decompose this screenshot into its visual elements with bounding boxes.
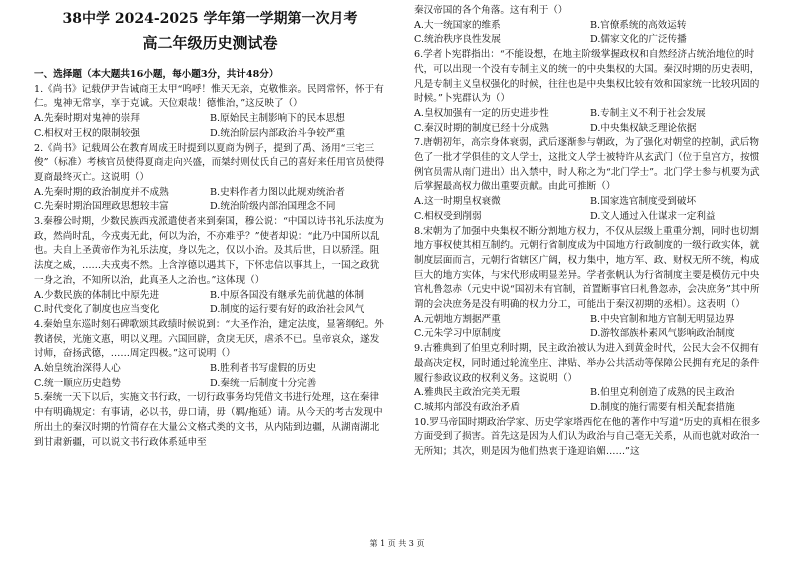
question-8: 8.宋朝为了加强中央集权不断分割地方权力，不仅从层级上重重分割，同时也切割地方事权使其相互制约。元朝行省制度成为中国地方行政制度的一级行政实体，就制度层面而言，元朝行省辖区广阔，权力集中，地方军、政、财权无所不统，构成巨大的地方实体，与宋代形成明显差异。学者张帆认为行省制度主要是模仿元中央官札鲁忽赤（元史中说“国初未有官制，首置断事官曰札鲁忽赤，会决庶务”其中所谓的会决庶务是没有明确的权力分工，可能出于秦汉初期的丞相）。这表明（）	[414, 225, 760, 311]
option: A.先秦时期的政治制度并不成熟	[34, 186, 169, 198]
option: D.秦统一后制度十分完善	[210, 377, 317, 389]
option: D.制度的运行要有好的政治社会风气	[210, 304, 365, 316]
question-2: 2.《尚书》记载周公在教育周成王时提到以夏商为例子，提到了禹、汤用“三宅三俊”（标准）考核官员使得夏商走向兴盛，而桀纣则仗氏自己的喜好来任用官员使得夏商最终灭亡。这说明（）	[34, 142, 385, 183]
question-3: 3.秦穆公时期，少数民族西戎派遣使者来到秦国，穆公说：“中国以诗书礼乐法度为政，然尚时乱，今戎夷无此，何以为治，不亦难乎？”使者却说：“此乃中国所以乱也。夫自上圣黄帝作为礼乐法度，身以先之，仅以小治。及其后世，日以骄淫。阻法度之威，……夫戎夷不然。上含淳德以遇其下，下怀忠信以事其上，一国之政犹一身之治，不知所以治，此真圣人之治也。”这体现（）	[34, 216, 384, 286]
option: D.制度的施行需要有相关配套措施	[590, 401, 735, 413]
option: B.专制主义不利于社会发展	[590, 107, 706, 119]
question-10: 10.罗马帝国时期政治学家、历史学家塔西佗在他的著作中写道“历史的真相在很多方面受到了损害。首先这是因为人们认为政治与自己毫无关系，从而也就对政治一无所知；其次，则是因为他们热衷于逢迎谄媚……”这	[414, 416, 761, 458]
option: C.统一顺应历史趋势	[34, 377, 121, 389]
section-heading: 一、选择题（本大题共16小题，每小题3分，共计48分）	[34, 69, 279, 80]
option: C.元朱学习中原制度	[414, 328, 501, 340]
option: C.相权对王权的限制较强	[34, 127, 140, 139]
option: A.大一统国家的维系	[414, 19, 501, 31]
exam-title-line2: 高二年级历史测试卷	[142, 34, 278, 52]
option: A.元朝地方割据严重	[414, 313, 501, 325]
question-7-options	[414, 195, 766, 224]
question-6-options	[414, 107, 766, 136]
option: D.文人通过入仕谋求一定利益	[590, 210, 716, 222]
question-6: 6.学者卜宪群指出：“不能设想，在地主阶级掌握政权和自然经济占统治地位的时代，可以出现一个没有专制主义的统一的中央集权的大国。秦汉时期的历史表明，凡是专制主义皇权强化的时候，往往也是中央集权比较有效和国家统一比较巩固的时候。”卜宪群认为（）	[414, 49, 760, 105]
option: A.少数民族的体制比中原先进	[34, 289, 160, 301]
question-7: 7.唐朝初年，高宗身体衰弱，武后逐渐参与朝政，为了强化对朝堂的控制，武后物色了一批才学俱佳的文人学士，这批文人学士被特许从玄武门（位于皇宫方，按惯例官员需从南门进出）出入禁中，时人称之为“北门学士”。北门学士参与机要为武后掌握最高权力做出重要贡献。由此可推断（）	[414, 137, 760, 193]
option: B.官僚系统的高效运转	[590, 19, 687, 31]
left-column	[34, 68, 386, 450]
option: A.雅典民主政治完美无瑕	[414, 387, 520, 399]
question-4: 4.秦始皇东巡时刻石碑歌颂其政绩时候说到：“大圣作治，建定法度，显箸纲纪。外教诸侯，光施文惠，明以义理。六国回辟，贪戾无厌，虐杀不已。皇帝哀众，遂发讨师，奋扬武德，……周定四极。”这可说明（）	[34, 318, 384, 360]
question-3-options	[34, 289, 386, 318]
question-9-options	[414, 386, 766, 415]
option: D.游牧部族朴素风气影响政治制度	[590, 328, 735, 340]
option: D.统治阶层内部政治斗争较严重	[210, 127, 346, 139]
question-1: 1.《尚书》记载伊尹告诫商王太甲“呜呼！惟天无亲，克敬惟亲。民罔常怀，怀于有仁。鬼神无常享，享于克诚。天位艰哉！德惟治，”这反映了（）	[34, 83, 384, 110]
option: B.胜利者书写虚假的历史	[210, 363, 317, 375]
option: B.伯里克利创造了成熟的民主政治	[590, 387, 735, 399]
option: B.国家选官制度受到破坏	[590, 196, 697, 208]
option: C.城邦内部没有政治矛盾	[414, 401, 520, 413]
option: B.中原各国没有继承先前优越的体制	[210, 289, 365, 301]
option: B.原始民主制影响下的民本思想	[210, 113, 345, 125]
question-2-options	[34, 186, 386, 215]
option: D.中央集权缺乏理论依据	[590, 122, 697, 134]
option: B.史料作者力图以此规劝统治者	[210, 186, 345, 198]
option: A.皇权加强有一定的历史进步性	[414, 107, 549, 119]
option: B.中央官制和地方官制无明显边界	[590, 313, 735, 325]
option: A.这一时期皇权衰微	[414, 196, 501, 208]
question-8-options	[414, 313, 766, 342]
option: A.先秦时期对鬼神的崇拜	[34, 113, 140, 125]
option: C.时代变化了制度也应当变化	[34, 304, 160, 316]
option: C.先秦时期治国理政思想较丰富	[34, 201, 169, 213]
question-5-continued: 秦汉帝国的各个角落。这有利于（）	[414, 5, 568, 16]
question-5-options	[414, 19, 766, 48]
question-9: 9.古雅典到了伯里克利时期，民主政治被认为进入到黄金时代，公民大会不仅拥有最高决定权，同时通过轮流坐庄、津贴、举办公共活动等保障公民拥有充足的条件履行参政议政的权利义务。这说明（）	[414, 343, 760, 384]
option: A.始皇统治深得人心	[34, 363, 121, 375]
option: C.秦汉时期的制度已经十分成熟	[414, 122, 549, 134]
option: D.儒家文化的广泛传播	[590, 34, 687, 46]
question-1-options	[34, 112, 386, 141]
option: C.相权受到削弱	[414, 210, 482, 222]
option: C.统治秩序良性发展	[414, 34, 501, 46]
question-4-options	[34, 362, 386, 391]
right-column	[414, 4, 766, 460]
page-number: 第 1 页 共 3 页	[369, 539, 425, 548]
question-5: 5.秦统一天下以后，实施文书行政，一切行政事务均凭借文书进行处理，这在秦律中有明确规定：有事请，必以书，毋口请，毋（羁/拖延）请。从今天的考古发现中所出土的秦汉时期的竹简存在大量公文格式类的文书，从内陆到边疆，从湖南湖北到甘肃新疆，可以说文书行政体系延申至	[34, 392, 383, 448]
exam-title-line1: 38中学 2024-2025 学年第一学期第一次月考	[62, 11, 358, 27]
option: D.统治阶级内部治国理念不同	[210, 201, 336, 213]
